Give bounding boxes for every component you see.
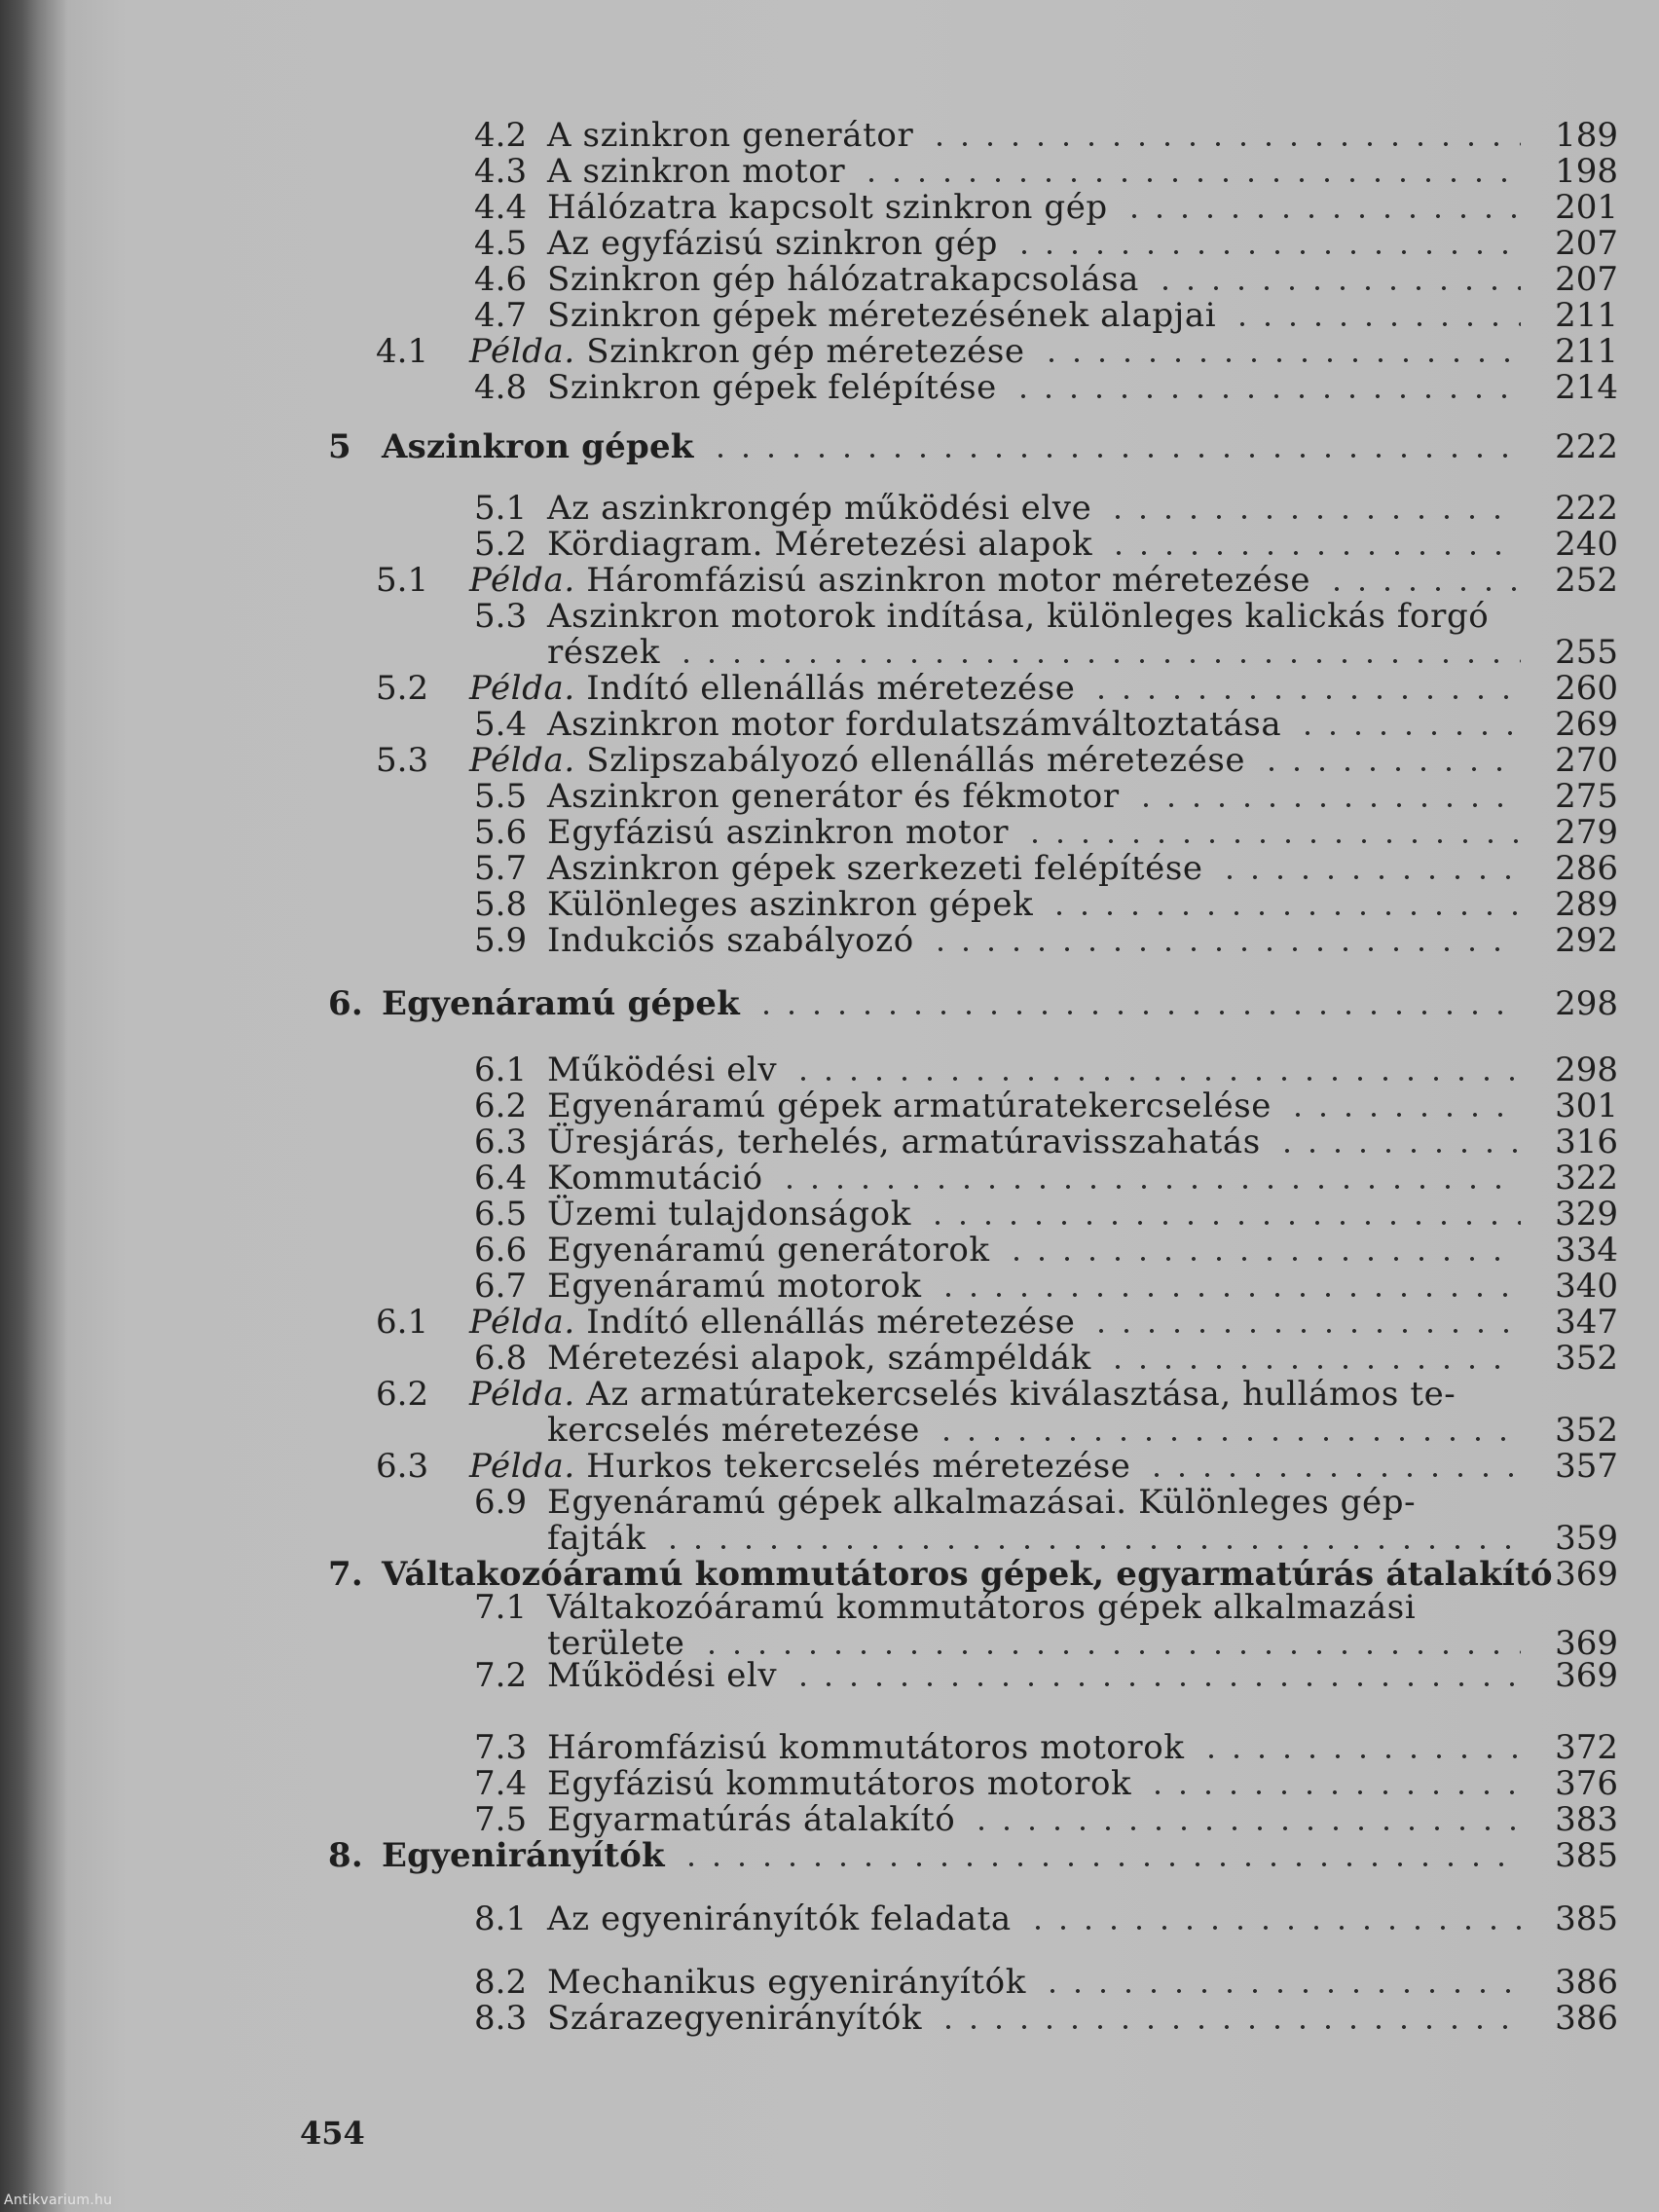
page-ref: 292 xyxy=(1555,921,1618,960)
dot-leader xyxy=(969,1826,1521,1830)
entry-title: A szinkron generátor xyxy=(547,116,914,155)
dot-leader xyxy=(1047,911,1521,915)
toc-section-row xyxy=(0,1088,1659,1124)
entry-title: Egyenáramú generátorok xyxy=(547,1231,990,1270)
dot-leader xyxy=(1088,1329,1521,1333)
entry-title: A szinkron motor xyxy=(547,152,846,191)
dot-leader xyxy=(1106,551,1521,555)
page-ref: 279 xyxy=(1555,813,1618,852)
section-number: 5.7 xyxy=(474,849,528,888)
entry-title: Példa. Háromfázisú aszinkron motor méretezése xyxy=(469,561,1311,600)
section-number: 5.4 xyxy=(474,705,528,744)
toc-continuation-row xyxy=(0,1412,1659,1449)
page-ref: 372 xyxy=(1555,1728,1618,1767)
section-number: 5.6 xyxy=(474,813,528,852)
dot-leader xyxy=(1039,358,1521,362)
toc-section-row xyxy=(0,1900,1659,1937)
section-number: 6.1 xyxy=(474,1051,528,1089)
page-ref: 298 xyxy=(1555,984,1618,1023)
dot-leader xyxy=(1105,515,1521,519)
dot-leader xyxy=(777,1185,1521,1189)
entry-title: Példa. Szlipszabályozó ellenállás méretezése xyxy=(469,741,1246,780)
section-number: 6.8 xyxy=(474,1339,528,1378)
example-number: 5.1 xyxy=(376,561,429,600)
entry-title: Egyfázisú kommutátoros motorok xyxy=(547,1764,1132,1803)
entry-title-continuation: részek xyxy=(547,633,661,672)
dot-leader xyxy=(936,1293,1521,1297)
toc-example-row xyxy=(0,1376,1659,1413)
entry-title: Aszinkron generátor és fékmotor xyxy=(547,777,1120,816)
entry-title: Működési elv xyxy=(547,1656,778,1695)
page-ref: 198 xyxy=(1555,152,1618,191)
entry-title: Egyenáramú gépek armatúratekercselése xyxy=(547,1087,1272,1125)
dot-leader xyxy=(679,1862,1521,1866)
entry-title-continuation: fajták xyxy=(547,1519,646,1558)
section-number: 7.3 xyxy=(474,1728,528,1767)
dot-leader xyxy=(1105,1365,1521,1369)
example-number: 4.1 xyxy=(376,332,429,371)
toc-chapter-row xyxy=(0,985,1659,1022)
dot-leader xyxy=(1012,250,1521,254)
toc-section-row xyxy=(0,1196,1659,1233)
toc-section-row xyxy=(0,1484,1659,1521)
section-number: 4.8 xyxy=(474,368,528,407)
page-ref: 252 xyxy=(1555,561,1618,600)
toc-example-row xyxy=(0,1304,1659,1341)
toc-chapter-row xyxy=(0,1837,1659,1874)
page-ref: 369 xyxy=(1555,1555,1618,1594)
toc-example-row xyxy=(0,742,1659,779)
toc-section-row xyxy=(0,706,1659,743)
toc-chapter-row xyxy=(0,428,1659,465)
page-ref: 322 xyxy=(1555,1159,1618,1198)
dot-leader xyxy=(1259,767,1521,771)
dot-leader xyxy=(1122,214,1521,218)
chapter-title: Egyenirányítók xyxy=(382,1836,665,1875)
toc-section-row xyxy=(0,1340,1659,1377)
example-label: Példa. xyxy=(469,332,575,371)
page-ref: 369 xyxy=(1555,1624,1618,1663)
entry-title: Egyfázisú aszinkron motor xyxy=(547,813,1010,852)
dot-leader xyxy=(934,1437,1521,1441)
toc-section-row xyxy=(0,1589,1659,1626)
toc-section-row xyxy=(0,153,1659,190)
section-number: 4.7 xyxy=(474,296,528,335)
dot-leader xyxy=(1324,587,1521,591)
page-ref: 270 xyxy=(1555,741,1618,780)
dot-leader xyxy=(660,1545,1521,1549)
page-ref: 211 xyxy=(1555,296,1618,335)
page-ref: 357 xyxy=(1555,1447,1618,1486)
entry-title: Indukciós szabályozó xyxy=(547,921,914,960)
dot-leader xyxy=(927,142,1521,146)
toc-section-row xyxy=(0,1765,1659,1802)
entry-title: Háromfázisú kommutátoros motorok xyxy=(547,1728,1185,1767)
page-ref: 275 xyxy=(1555,777,1618,816)
toc-section-row xyxy=(0,2000,1659,2037)
entry-title: Egyenáramú motorok xyxy=(547,1267,922,1306)
entry-title: Üresjárás, terhelés, armatúravisszahatás xyxy=(547,1123,1261,1161)
section-number: 6.2 xyxy=(474,1087,528,1125)
section-number: 6.6 xyxy=(474,1231,528,1270)
toc-section-row xyxy=(0,886,1659,923)
page-ref: 222 xyxy=(1555,427,1618,466)
page-ref: 385 xyxy=(1555,1836,1618,1875)
entry-title: Szárazegyenirányítók xyxy=(547,1999,923,2038)
dot-leader xyxy=(1011,394,1521,398)
page-ref: 240 xyxy=(1555,525,1618,564)
section-number: 7.5 xyxy=(474,1800,528,1839)
dot-leader xyxy=(1004,1257,1521,1261)
page-ref: 222 xyxy=(1555,489,1618,528)
entry-title: Szinkron gépek felépítése xyxy=(547,368,997,407)
page-ref: 260 xyxy=(1555,669,1618,708)
entry-title: Kommutáció xyxy=(547,1159,763,1198)
dot-leader xyxy=(1133,803,1521,807)
page-number: 454 xyxy=(300,2115,365,2152)
dot-leader xyxy=(1022,839,1521,843)
toc-continuation-row xyxy=(0,634,1659,671)
toc-example-row xyxy=(0,562,1659,599)
dot-leader xyxy=(1295,731,1521,735)
toc-section-row xyxy=(0,1801,1659,1838)
page-ref: 376 xyxy=(1555,1764,1618,1803)
page-ref: 334 xyxy=(1555,1231,1618,1270)
entry-title: Példa. Indító ellenállás méretezése xyxy=(469,1303,1076,1342)
toc-section-row xyxy=(0,490,1659,527)
toc-section-row xyxy=(0,1051,1659,1088)
section-number: 8.1 xyxy=(474,1899,528,1938)
toc-section-row xyxy=(0,261,1659,298)
entry-title: Példa. Szinkron gép méretezése xyxy=(469,332,1025,371)
dot-leader xyxy=(791,1682,1521,1686)
example-number: 5.2 xyxy=(376,669,429,708)
toc-example-row xyxy=(0,1448,1659,1485)
section-number: 5.5 xyxy=(474,777,528,816)
entry-title: Üzemi tulajdonságok xyxy=(547,1195,911,1234)
section-number: 5.9 xyxy=(474,921,528,960)
toc-section-row xyxy=(0,778,1659,815)
section-number: 5.2 xyxy=(474,525,528,564)
page-ref: 359 xyxy=(1555,1519,1618,1558)
chapter-title: Váltakozóáramú kommutátoros gépek, egyarmatúrás átalakító xyxy=(382,1555,1553,1594)
page-ref: 286 xyxy=(1555,849,1618,888)
page-ref: 189 xyxy=(1555,116,1618,155)
chapter-number: 5 xyxy=(328,427,351,466)
page-ref: 340 xyxy=(1555,1267,1618,1306)
example-label: Példa. xyxy=(469,1303,575,1342)
entry-title-continuation: területe xyxy=(547,1624,685,1663)
section-number: 4.5 xyxy=(474,224,528,263)
toc-section-row xyxy=(0,1268,1659,1305)
section-number: 8.3 xyxy=(474,1999,528,2038)
page-ref: 385 xyxy=(1555,1899,1618,1938)
section-number: 4.3 xyxy=(474,152,528,191)
dot-leader xyxy=(1025,1926,1521,1930)
chapter-number: 6. xyxy=(328,984,363,1023)
page-ref: 301 xyxy=(1555,1087,1618,1125)
page-ref: 352 xyxy=(1555,1339,1618,1378)
entry-title: Mechanikus egyenirányítók xyxy=(547,1963,1026,2002)
page-ref: 298 xyxy=(1555,1051,1618,1089)
page-ref: 255 xyxy=(1555,633,1618,672)
chapter-title: Aszinkron gépek xyxy=(382,427,694,466)
page-ref: 207 xyxy=(1555,224,1618,263)
dot-leader xyxy=(1198,1754,1521,1758)
page-ref: 201 xyxy=(1555,188,1618,227)
dot-leader xyxy=(925,1221,1521,1225)
section-number: 6.9 xyxy=(474,1483,528,1522)
example-number: 6.1 xyxy=(376,1303,429,1342)
entry-title: Aszinkron motor fordulatszámváltoztatása xyxy=(547,705,1282,744)
dot-leader xyxy=(1274,1149,1521,1153)
example-number: 6.2 xyxy=(376,1375,429,1414)
section-number: 4.6 xyxy=(474,260,528,299)
entry-title: Egyenáramú gépek alkalmazásai. Különleges gép- xyxy=(547,1483,1417,1522)
section-number: 7.4 xyxy=(474,1764,528,1803)
example-label: Példa. xyxy=(469,669,575,708)
dot-leader xyxy=(1040,1989,1521,1993)
dot-leader xyxy=(928,947,1521,951)
toc-section-row xyxy=(0,117,1659,154)
dot-leader xyxy=(699,1650,1521,1654)
entry-title: Példa. Hurkos tekercselés méretezése xyxy=(469,1447,1131,1486)
entry-title: Egyarmatúrás átalakító xyxy=(547,1800,956,1839)
dot-leader xyxy=(936,2025,1521,2029)
section-number: 6.5 xyxy=(474,1195,528,1234)
section-number: 8.2 xyxy=(474,1963,528,2002)
toc-section-row xyxy=(0,1964,1659,2001)
page-ref: 386 xyxy=(1555,1963,1618,2002)
toc-example-row xyxy=(0,670,1659,707)
dot-leader xyxy=(1217,875,1521,879)
page-ref: 269 xyxy=(1555,705,1618,744)
page-ref: 347 xyxy=(1555,1303,1618,1342)
entry-title: Kördiagram. Méretezési alapok xyxy=(547,525,1093,564)
toc-section-row xyxy=(0,369,1659,406)
entry-title: Szinkron gépek méretezésének alapjai xyxy=(547,296,1217,335)
entry-title: Méretezési alapok, számpéldák xyxy=(547,1339,1091,1378)
entry-title: Az aszinkrongép működési elve xyxy=(547,489,1092,528)
section-number: 7.2 xyxy=(474,1656,528,1695)
dot-leader xyxy=(859,178,1521,182)
dot-leader xyxy=(791,1077,1521,1081)
toc-section-row xyxy=(0,1657,1659,1694)
entry-title: Szinkron gép hálózatrakapcsolása xyxy=(547,260,1140,299)
toc-section-row xyxy=(0,922,1659,959)
toc-section-row xyxy=(0,850,1659,887)
page-ref: 289 xyxy=(1555,885,1618,924)
toc-section-row xyxy=(0,1232,1659,1269)
section-number: 5.1 xyxy=(474,489,528,528)
toc-section-row xyxy=(0,1160,1659,1197)
dot-leader xyxy=(1230,322,1521,326)
chapter-title: Egyenáramú gépek xyxy=(382,984,740,1023)
page-ref: 383 xyxy=(1555,1800,1618,1839)
toc-continuation-row xyxy=(0,1520,1659,1557)
page-ref: 316 xyxy=(1555,1123,1618,1161)
toc-section-row xyxy=(0,598,1659,635)
example-label: Példa. xyxy=(469,561,575,600)
section-number: 6.7 xyxy=(474,1267,528,1306)
entry-title: Aszinkron gépek szerkezeti felépítése xyxy=(547,849,1203,888)
example-number: 6.3 xyxy=(376,1447,429,1486)
page-ref: 369 xyxy=(1555,1656,1618,1695)
entry-title: Példa. Indító ellenállás méretezése xyxy=(469,669,1076,708)
example-label: Példa. xyxy=(469,1447,575,1486)
chapter-number: 8. xyxy=(328,1836,363,1875)
entry-title: Különleges aszinkron gépek xyxy=(547,885,1034,924)
entry-title: Hálózatra kapcsolt szinkron gép xyxy=(547,188,1108,227)
watermark: Antikvarium.hu xyxy=(4,2193,113,2208)
section-number: 6.3 xyxy=(474,1123,528,1161)
page-ref: 207 xyxy=(1555,260,1618,299)
dot-leader xyxy=(1145,1790,1521,1794)
entry-title: Váltakozóáramú kommutátoros gépek alkalmazási xyxy=(547,1588,1417,1627)
entry-title: Példa. Az armatúratekercselés kiválasztása, hullámos te- xyxy=(469,1375,1456,1414)
section-number: 4.4 xyxy=(474,188,528,227)
toc-section-row xyxy=(0,189,1659,226)
toc-section-row xyxy=(0,526,1659,563)
section-number: 6.4 xyxy=(474,1159,528,1198)
chapter-number: 7. xyxy=(328,1555,363,1594)
entry-title-continuation: kercselés méretezése xyxy=(547,1411,920,1450)
page-ref: 211 xyxy=(1555,332,1618,371)
section-number: 7.1 xyxy=(474,1588,528,1627)
example-number: 5.3 xyxy=(376,741,429,780)
page-ref: 386 xyxy=(1555,1999,1618,2038)
dot-leader xyxy=(754,1011,1521,1014)
toc-section-row xyxy=(0,225,1659,262)
toc-section-row xyxy=(0,1729,1659,1766)
dot-leader xyxy=(1144,1473,1521,1477)
toc-section-row xyxy=(0,297,1659,334)
section-number: 5.3 xyxy=(474,597,528,636)
dot-leader xyxy=(1088,695,1521,699)
page-ref: 214 xyxy=(1555,368,1618,407)
entry-title: Az egyenirányítók feladata xyxy=(547,1899,1012,1938)
page-ref: 352 xyxy=(1555,1411,1618,1450)
section-number: 5.8 xyxy=(474,885,528,924)
dot-leader xyxy=(674,659,1521,663)
toc-example-row xyxy=(0,333,1659,370)
entry-title: Működési elv xyxy=(547,1051,778,1089)
section-number: 4.2 xyxy=(474,116,528,155)
toc-section-row xyxy=(0,1124,1659,1161)
dot-leader xyxy=(708,454,1521,458)
example-label: Példa. xyxy=(469,1375,575,1414)
dot-leader xyxy=(1285,1113,1521,1117)
entry-title: Az egyfázisú szinkron gép xyxy=(547,224,998,263)
example-label: Példa. xyxy=(469,741,575,780)
toc-section-row xyxy=(0,814,1659,851)
entry-title: Aszinkron motorok indítása, különleges kalickás forgó xyxy=(547,597,1490,636)
page-ref: 329 xyxy=(1555,1195,1618,1234)
dot-leader xyxy=(1153,286,1521,290)
